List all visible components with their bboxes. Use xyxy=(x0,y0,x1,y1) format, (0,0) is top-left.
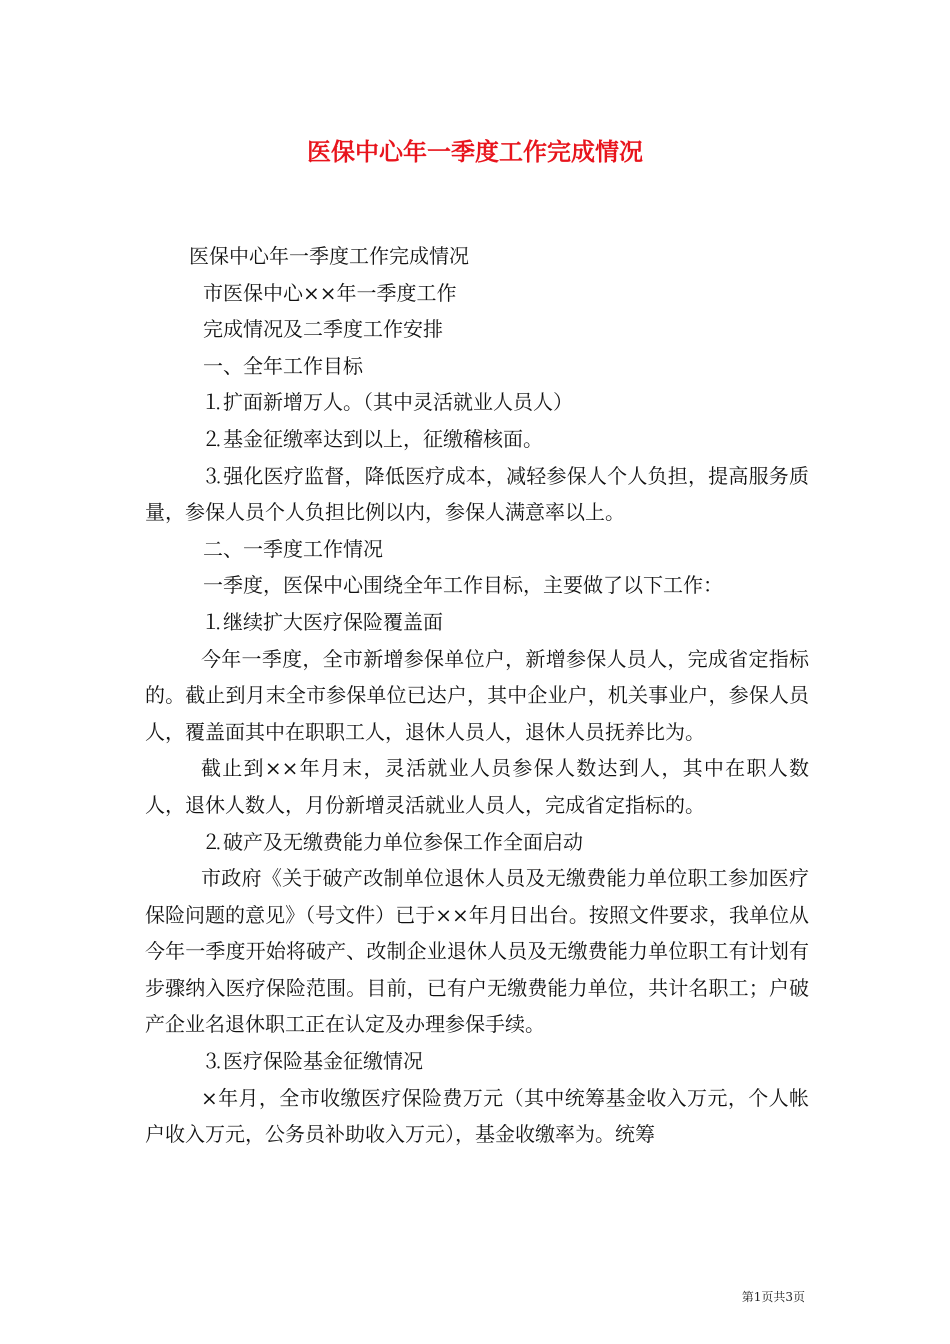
subsection-heading: ⒈继续扩大医疗保险覆盖面 xyxy=(203,609,443,634)
paragraph: 一季度，医保中心围绕全年工作目标，主要做了以下工作： xyxy=(203,573,723,598)
document-body xyxy=(145,238,809,1153)
subsection-heading: ⒊医疗保险基金征缴情况 xyxy=(203,1049,423,1074)
paragraph: 截止到××年月末，灵活就业人员参保人数达到人，其中在职人数人，退休人数人，月份新增灵活就业人员人，完成省定指标的。 xyxy=(145,756,809,817)
paragraph: 医保中心年一季度工作完成情况 xyxy=(189,244,469,268)
section-heading: 二、一季度工作情况 xyxy=(203,536,383,561)
section-heading: 一、全年工作目标 xyxy=(203,353,363,378)
subsection-heading: ⒉破产及无缴费能力单位参保工作全面启动 xyxy=(203,829,583,854)
list-item: ⒊强化医疗监督，降低医疗成本，减轻参保人个人负担，提高服务质量，参保人员个人负担比例以内，参保人满意率以上。 xyxy=(145,463,809,525)
document-title: 医保中心年一季度工作完成情况 xyxy=(307,137,643,166)
paragraph: 市政府《关于破产改制单位退休人员及无缴费能力单位职工参加医疗保险问题的意见》（号文件）已于××年月日出台。按照文件要求，我单位从今年一季度开始将破产、改制企业退休人员及无缴费能力单位职工有计划有步骤纳入医疗保险范围。目前，已有户无缴费能力单位，共计名职工；户破产企业名退休职工正在认定及办理参保手续。 xyxy=(145,866,809,1037)
paragraph: 市医保中心××年一季度工作 xyxy=(203,280,457,305)
list-item: ⒉基金征缴率达到以上，征缴稽核面。 xyxy=(203,426,543,451)
list-item: ⒈扩面新增万人。（其中灵活就业人员人） xyxy=(203,390,573,415)
page-number: 第1页共3页 xyxy=(741,1290,805,1304)
paragraph: 完成情况及二季度工作安排 xyxy=(203,317,443,342)
paragraph: ×年月，全市收缴医疗保险费万元（其中统筹基金收入万元，个人帐户收入万元，公务员补助收入万元），基金收缴率为。统筹 xyxy=(145,1085,809,1147)
paragraph: 今年一季度，全市新增参保单位户，新增参保人员人，完成省定指标的。截止到月末全市参保单位已达户，其中企业户，机关事业户，参保人员人，覆盖面其中在职职工人，退休人员人，退休人员抚养比为。 xyxy=(145,646,809,744)
